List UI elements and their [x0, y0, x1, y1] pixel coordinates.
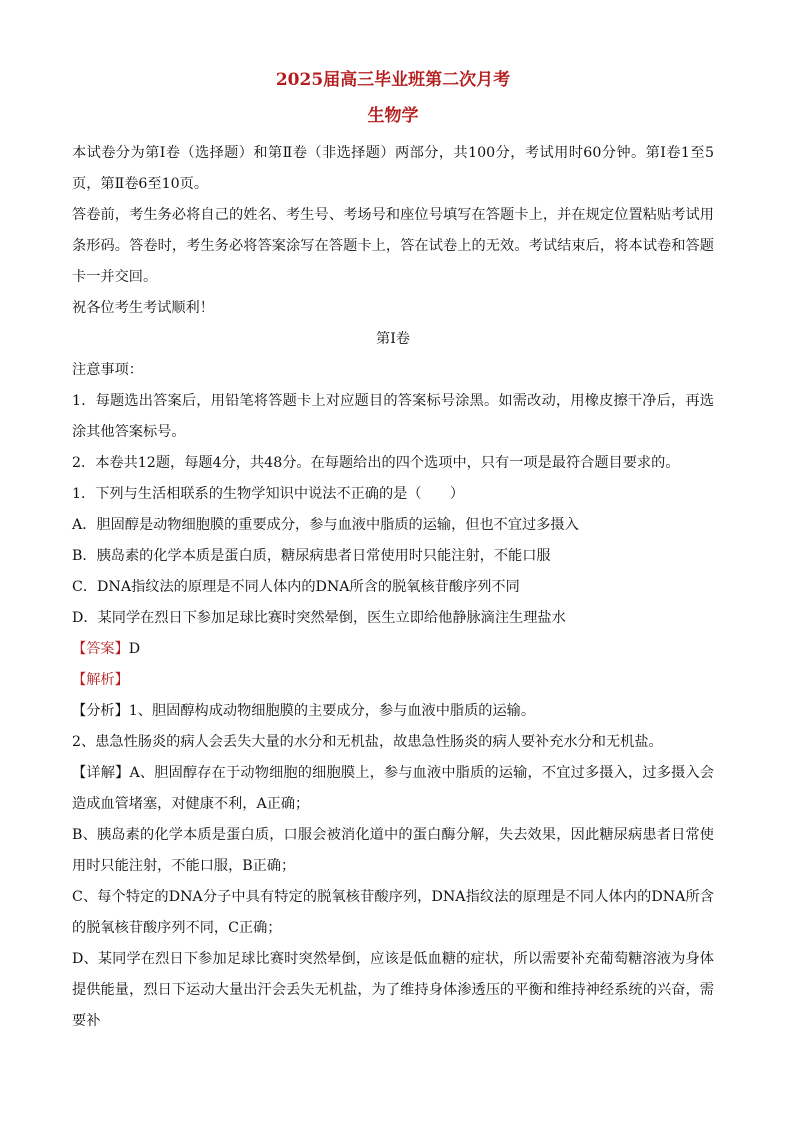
- intro-paragraph: 本试卷分为第Ⅰ卷（选择题）和第Ⅱ卷（非选择题）两部分，共100分，考试用时60分钟。第Ⅰ卷1至5页，第Ⅱ卷6至10页。: [72, 145, 714, 192]
- fenxi-line: [72, 696, 714, 727]
- question-option: A．胆固醇是动物细胞膜的重要成分，参与血液中脂质的运输，但也不宜过多摄入: [72, 517, 579, 533]
- intro-paragraph: 答卷前，考生务必将自己的姓名、考生号、考场号和座位号填写在答题卡上，并在规定位置粘贴考试用条形码。答卷时，考生务必将答案涂写在答题卡上，答在试卷上的无效。考试结束后，将本试卷和答题卡一并交回。: [72, 207, 714, 285]
- exam-title: 2025届高三毕业班第二次月考: [275, 70, 511, 90]
- question-option: C．DNA指纹法的原理是不同人体内的DNA所含的脱氧核苷酸序列不同: [72, 579, 520, 595]
- intro-paragraph: 祝各位考生考试顺利！: [72, 300, 214, 316]
- note-item: 2．本卷共12题，每题4分，共48分。在每题给出的四个选项中，只有一项是最符合题目要求的。: [72, 455, 680, 471]
- answer-tag: 【答案】: [72, 641, 129, 657]
- analysis-heading: [72, 665, 714, 696]
- detail-line: B、胰岛素的化学本质是蛋白质，口服会被消化道中的蛋白酶分解，失去效果，因此糖尿病患者日常使用时只能注射，不能口服，B正确；: [72, 827, 714, 874]
- detail-line: [72, 758, 714, 820]
- subject-title: 生物学: [367, 106, 419, 126]
- detail-text-a: A、胆固醇存在于动物细胞的细胞膜上，参与血液中脂质的运输，不宜过多摄入，过多摄入会造成血管堵塞，对健康不利，A正确；: [72, 765, 714, 812]
- fenxi-text: 1、胆固醇构成动物细胞膜的主要成分，参与血液中脂质的运输。: [128, 703, 536, 719]
- fenxi-tag: 【分析】: [72, 703, 129, 719]
- detail-line: D、某同学在烈日下参加足球比赛时突然晕倒，应该是低血糖的症状，所以需要补充葡萄糖溶液为身体提供能量，烈日下运动大量出汗会丢失无机盐，为了维持身体渗透压的平衡和维持神经系统的兴奋，需要补: [72, 951, 714, 1029]
- question-option: D．某同学在烈日下参加足球比赛时突然晕倒，医生立即给他静脉滴注生理盐水: [72, 610, 566, 626]
- note-item: 1．每题选出答案后，用铅笔将答题卡上对应题目的答案标号涂黑。如需改动，用橡皮擦干净后，再选涂其他答案标号。: [72, 393, 714, 440]
- detail-line: C、每个特定的DNA分子中具有特定的脱氧核苷酸序列，DNA指纹法的原理是不同人体内的DNA所含的脱氧核苷酸序列不同，C正确；: [72, 889, 714, 936]
- question-option: B．胰岛素的化学本质是蛋白质，糖尿病患者日常使用时只能注射，不能口服: [72, 548, 551, 564]
- detail-tag: 【详解】: [72, 765, 130, 781]
- section-heading: 第Ⅰ卷: [376, 331, 410, 347]
- analysis-tag: 【解析】: [72, 672, 129, 688]
- notes-heading: 注意事项：: [72, 362, 143, 378]
- fenxi-line: 2、患急性肠炎的病人会丢失大量的水分和无机盐，故患急性肠炎的病人要补充水分和无机盐。: [72, 734, 663, 750]
- question-stem: 1．下列与生活相联系的生物学知识中说法不正确的是（ ）: [72, 486, 465, 502]
- answer-value: D: [128, 641, 141, 657]
- answer-line: [72, 634, 714, 665]
